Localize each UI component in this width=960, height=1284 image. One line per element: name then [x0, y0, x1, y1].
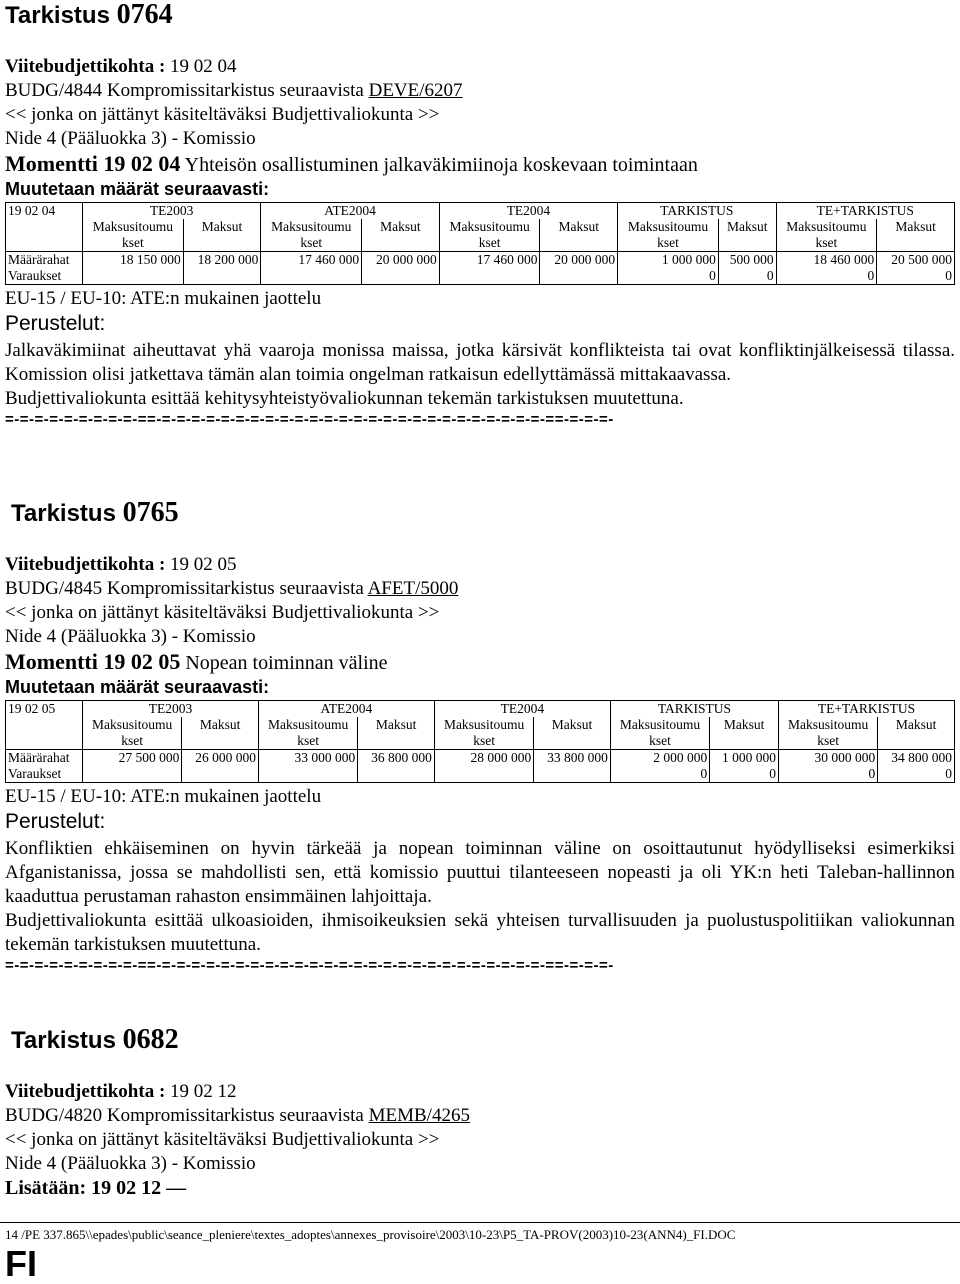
viite-label: Viitebudjettikohta :	[5, 554, 166, 575]
table-cell: 17 460 000	[261, 252, 362, 285]
sub-header-payments: Maksut	[534, 717, 611, 750]
row-labels: Määrärahat Varaukset	[6, 750, 83, 783]
viite-label: Viitebudjettikohta :	[5, 1081, 166, 1102]
amendment-0765	[5, 498, 955, 975]
sub-header-payments: Maksut	[878, 717, 955, 750]
sub-header-commitments: Maksusitoumu kset	[261, 219, 362, 252]
sub-header-commitments: Maksusitoumu kset	[610, 717, 709, 750]
sub-header-commitments: Maksusitoumu kset	[776, 219, 877, 252]
footer-rule	[0, 1222, 960, 1223]
momentti-text: Nopean toiminnan väline	[185, 652, 388, 674]
table-cell: 17 460 000	[439, 252, 540, 285]
table-cell: 18 150 000	[83, 252, 184, 285]
group-header: ATE2004	[258, 701, 434, 718]
sub-header-payments: Maksut	[183, 219, 261, 252]
sub-header-commitments: Maksusitoumu kset	[258, 717, 357, 750]
table-cell: 2 000 000 0	[610, 750, 709, 783]
nide-line: Nide 4 (Pääluokka 3) - Komissio	[5, 1153, 256, 1174]
budg-text: BUDG/4845 Kompromissitarkistus seuraavista	[5, 578, 364, 599]
sub-header-payments: Maksut	[182, 717, 259, 750]
budg-link[interactable]: AFET/5000	[367, 578, 459, 599]
table-cell: 28 000 000	[434, 750, 533, 783]
jonka-line: << jonka on jättänyt käsiteltäväksi Budjettivaliokunta >>	[5, 602, 440, 623]
group-header: TARKISTUS	[618, 203, 776, 220]
title-label: Tarkistus	[5, 2, 110, 29]
amendment-title	[11, 498, 955, 529]
sub-header-commitments: Maksusitoumu kset	[83, 717, 182, 750]
lisataan-heading: Lisätään: 19 02 12 —	[5, 1177, 187, 1199]
separator: =-=-=-=-=-=-=-=-=-==-=-=-=-=-=-=-=-=-=-=-=-=-=-=-=-=-=-=-=-=-=-=-=-=-=-=-==-=-=-=-	[5, 411, 614, 428]
table-code: 19 02 04	[6, 203, 83, 252]
justification-paragraph: Jalkaväkimiinat aiheuttavat yhä vaaroja monissa maissa, jotka kärsivät konflikteista tai ovat konfliktinjälkeisessä tilassa. Komission olisi jatkettava tämän alan toimia ongelman ratkaisun edellyttämässä mittakaavassa.	[5, 340, 955, 385]
amendment-0764	[5, 0, 955, 429]
budg-text: BUDG/4820 Kompromissitarkistus seuraavista	[5, 1105, 364, 1126]
table-cell: 1 000 000 0	[618, 252, 719, 285]
table-cell: 34 800 000 0	[878, 750, 955, 783]
sub-header-payments: Maksut	[362, 219, 440, 252]
group-header: TE+TARKISTUS	[776, 203, 954, 220]
group-header: TE2004	[434, 701, 610, 718]
jonka-line: << jonka on jättänyt käsiteltäväksi Budjettivaliokunta >>	[5, 1129, 440, 1150]
table-cell: 500 000 0	[718, 252, 776, 285]
justification-paragraph: Konfliktien ehkäiseminen on hyvin tärkeää ja nopean toiminnan väline on osoittautunut hyödylliseksi esimerkiksi Afganistanissa, jossa se mahdollisti sen, että komissio puuttui tilanteeseen nopeasti ja oli YK:n heti Taleban-hallinnon kaaduttua perustaman rahaston ensimmäinen lahjoittaja.	[5, 838, 955, 907]
table-cell: 18 460 000 0	[776, 252, 877, 285]
budget-table	[5, 202, 955, 285]
sub-header-commitments: Maksusitoumu kset	[439, 219, 540, 252]
sub-header-payments: Maksut	[710, 717, 779, 750]
muutetaan-heading: Muutetaan määrät seuraavasti:	[5, 179, 270, 199]
sub-header-commitments: Maksusitoumu kset	[434, 717, 533, 750]
momentti-label: Momentti 19 02 05	[5, 649, 181, 674]
separator: =-=-=-=-=-=-=-=-=-==-=-=-=-=-=-=-=-=-=-=-=-=-=-=-=-=-=-=-=-=-=-=-=-=-=-=-==-=-=-=-	[5, 957, 614, 974]
table-cell: 18 200 000	[183, 252, 261, 285]
sub-header-commitments: Maksusitoumu kset	[618, 219, 719, 252]
table-cell: 26 000 000	[182, 750, 259, 783]
sub-header-commitments: Maksusitoumu kset	[778, 717, 877, 750]
title-number: 0764	[116, 0, 173, 30]
table-cell: 30 000 000 0	[778, 750, 877, 783]
budg-link[interactable]: DEVE/6207	[368, 80, 463, 101]
budg-text: BUDG/4844 Kompromissitarkistus seuraavista	[5, 80, 364, 101]
momentti-label: Momentti 19 02 04	[5, 151, 181, 176]
group-header: TE+TARKISTUS	[778, 701, 954, 718]
viite-label: Viitebudjettikohta :	[5, 56, 166, 77]
row-labels: Määrärahat Varaukset	[6, 252, 83, 285]
group-header: ATE2004	[261, 203, 439, 220]
viite-value: 19 02 05	[170, 554, 237, 575]
momentti-text: Yhteisön osallistuminen jalkaväkimiinoja koskevaan toimintaan	[184, 154, 698, 176]
group-header: TE2003	[83, 203, 261, 220]
table-code: 19 02 05	[6, 701, 83, 750]
table-cell: 33 000 000	[258, 750, 357, 783]
table-cell: 1 000 000 0	[710, 750, 779, 783]
sub-header-payments: Maksut	[718, 219, 776, 252]
viite-value: 19 02 04	[170, 56, 237, 77]
nide-line: Nide 4 (Pääluokka 3) - Komissio	[5, 626, 256, 647]
eu-breakdown: EU-15 / EU-10: ATE:n mukainen jaottelu	[5, 288, 322, 309]
justification-paragraph: Budjettivaliokunta esittää kehitysyhteistyövaliokunnan tekemän tarkistuksen muutettuna.	[5, 388, 684, 409]
muutetaan-heading: Muutetaan määrät seuraavasti:	[5, 677, 270, 697]
viite-value: 19 02 12	[170, 1081, 237, 1102]
perustelut-heading: Perustelut:	[5, 810, 106, 833]
title-number: 0682	[122, 1024, 179, 1055]
budg-link[interactable]: MEMB/4265	[368, 1105, 470, 1126]
table-cell: 33 800 000	[534, 750, 611, 783]
language-code: FI	[5, 1243, 37, 1284]
amendment-title	[5, 0, 955, 31]
nide-line: Nide 4 (Pääluokka 3) - Komissio	[5, 128, 256, 149]
eu-breakdown: EU-15 / EU-10: ATE:n mukainen jaottelu	[5, 786, 322, 807]
group-header: TE2004	[439, 203, 617, 220]
table-cell: 20 000 000	[362, 252, 440, 285]
title-label: Tarkistus	[11, 1027, 116, 1054]
group-header: TE2003	[83, 701, 259, 718]
justification-paragraph: Budjettivaliokunta esittää ulkoasioiden, ihmisoikeuksien sekä yhteisen turvallisuuden ja puolustuspolitiikan valiokunnan tekemän tarkistuksen muutettuna.	[5, 910, 955, 955]
table-cell: 20 000 000	[540, 252, 618, 285]
amendment-0682	[5, 1025, 955, 1200]
sub-header-payments: Maksut	[877, 219, 955, 252]
table-cell: 20 500 000 0	[877, 252, 955, 285]
footer-path: 14 /PE 337.865\\epades\public\seance_pleniere\textes_adoptes\annexes_provisoire\2003\10-23\P5_TA-PROV(2003)10-23(ANN4)_FI.DOC	[5, 1227, 736, 1242]
perustelut-heading: Perustelut:	[5, 312, 106, 335]
title-number: 0765	[122, 497, 179, 528]
amendment-title	[11, 1025, 955, 1056]
table-cell: 36 800 000	[358, 750, 435, 783]
table-cell: 27 500 000	[83, 750, 182, 783]
jonka-line: << jonka on jättänyt käsiteltäväksi Budjettivaliokunta >>	[5, 104, 440, 125]
sub-header-payments: Maksut	[540, 219, 618, 252]
group-header: TARKISTUS	[610, 701, 778, 718]
title-label: Tarkistus	[11, 500, 116, 527]
budget-table	[5, 700, 955, 783]
sub-header-commitments: Maksusitoumu kset	[83, 219, 184, 252]
sub-header-payments: Maksut	[358, 717, 435, 750]
